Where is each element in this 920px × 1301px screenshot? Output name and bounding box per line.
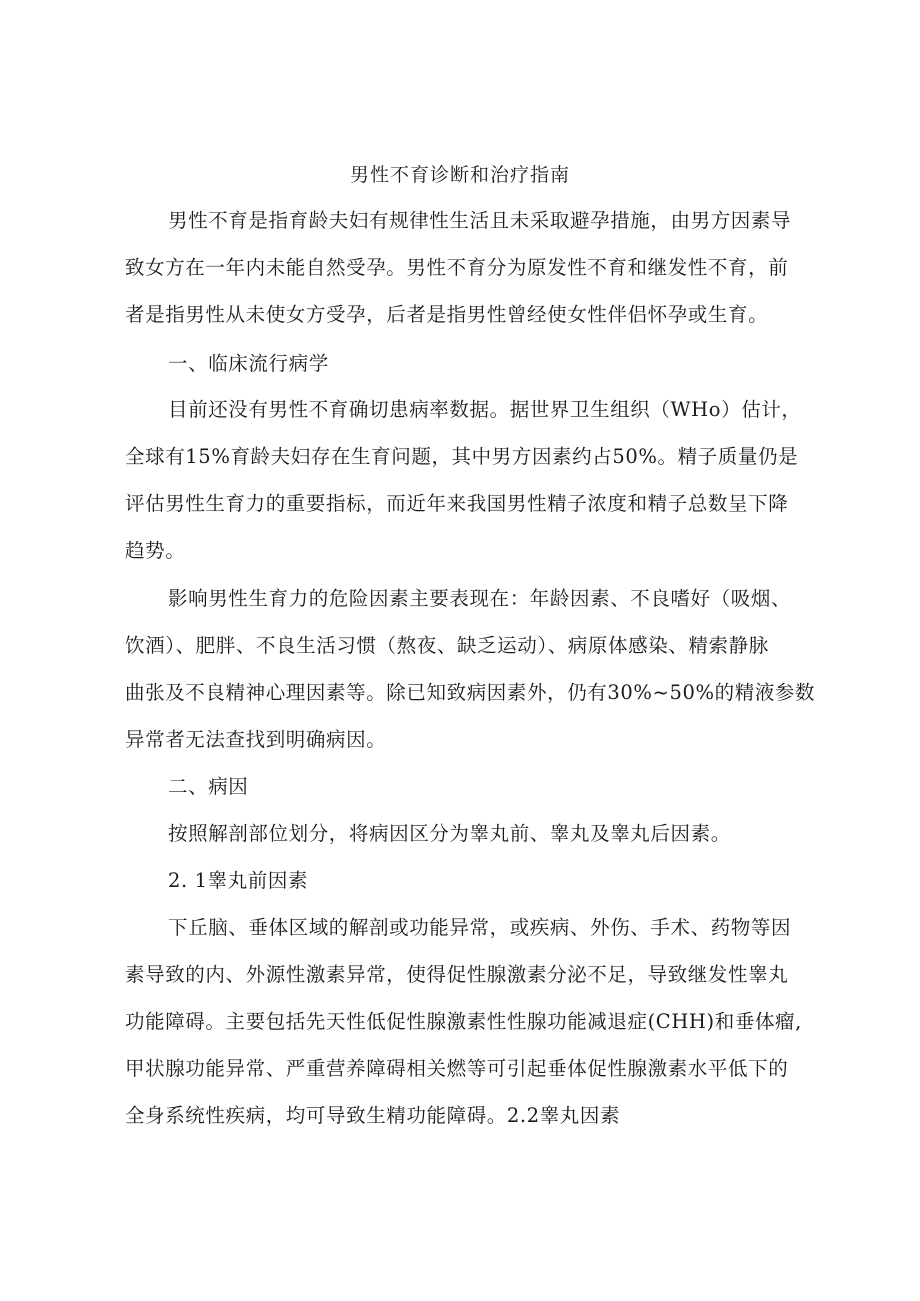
- section2-heading: 二、病因: [168, 775, 249, 798]
- section1-paragraph-2: [125, 575, 815, 763]
- section1-heading: 一、临床流行病学: [168, 352, 329, 375]
- section2-p2-line-5: 全身系统性疾病，均可导致生精功能障碍。2.2睾丸因素: [125, 1104, 621, 1127]
- section2-paragraph-2: [125, 904, 815, 1139]
- section1-p1-line-3: 评估男性生育力的重要指标，而近年来我国男性精子浓度和精子总数呈下降: [125, 492, 789, 515]
- section1-p1-line-1: 目前还没有男性不育确切患病率数据。据世界卫生组织（WHo）估计，: [168, 398, 802, 421]
- document-title: 男性不育诊断和治疗指南: [349, 164, 570, 186]
- section1-p1-line-2: 全球有15%育龄夫妇存在生育问题，其中男方因素约占50%。精子质量仍是: [125, 445, 799, 468]
- section1-paragraph-1: [125, 386, 815, 574]
- intro-line-1: 男性不育是指育龄夫妇有规律性生活且未采取避孕措施，由男方因素导: [168, 209, 792, 232]
- section2-subheading: 2. 1睾丸前因素: [168, 869, 309, 892]
- section1-p2-line-3: 曲张及不良精神心理因素等。除已知致病因素外，仍有30%~50%的精液参数: [125, 681, 816, 704]
- section2-p2-line-1: 下丘脑、垂体区域的解剖或功能异常，或疾病、外伤、手术、药物等因: [168, 916, 792, 939]
- section1-p2-line-1: 影响男性生育力的危险因素主要表现在：年龄因素、不良嗜好（吸烟、: [168, 587, 792, 610]
- section1-p2-line-4: 异常者无法查找到明确病因。: [125, 728, 387, 751]
- section2-p2-line-2: 素导致的内、外源性激素异常，使得促性腺激素分泌不足，导致继发性睾丸: [125, 963, 789, 986]
- section2-paragraph-1: 按照解剖部位划分，将病因区分为睾丸前、睾丸及睾丸后因素。: [168, 822, 731, 845]
- section2-p2-line-3: 功能障碍。主要包括先天性低促性腺激素性性腺功能减退症(CHH)和垂体瘤,: [125, 1010, 802, 1033]
- section2-p2-line-4: 甲状腺功能异常、严重营养障碍相关燃等可引起垂体促性腺激素水平低下的: [125, 1057, 789, 1080]
- intro-paragraph: [125, 197, 815, 338]
- section1-p1-line-4: 趋势。: [125, 539, 186, 562]
- intro-line-3: 者是指男性从未使女方受孕，后者是指男性曾经使女性伴侣怀孕或生育。: [125, 303, 769, 326]
- section1-p2-line-2: 饮酒）、肥胖、不良生活习惯（熬夜、缺乏运动）、病原体感染、精索静脉: [125, 634, 769, 657]
- intro-line-2: 致女方在一年内未能自然受孕。男性不育分为原发性不育和继发性不育，前: [125, 256, 789, 279]
